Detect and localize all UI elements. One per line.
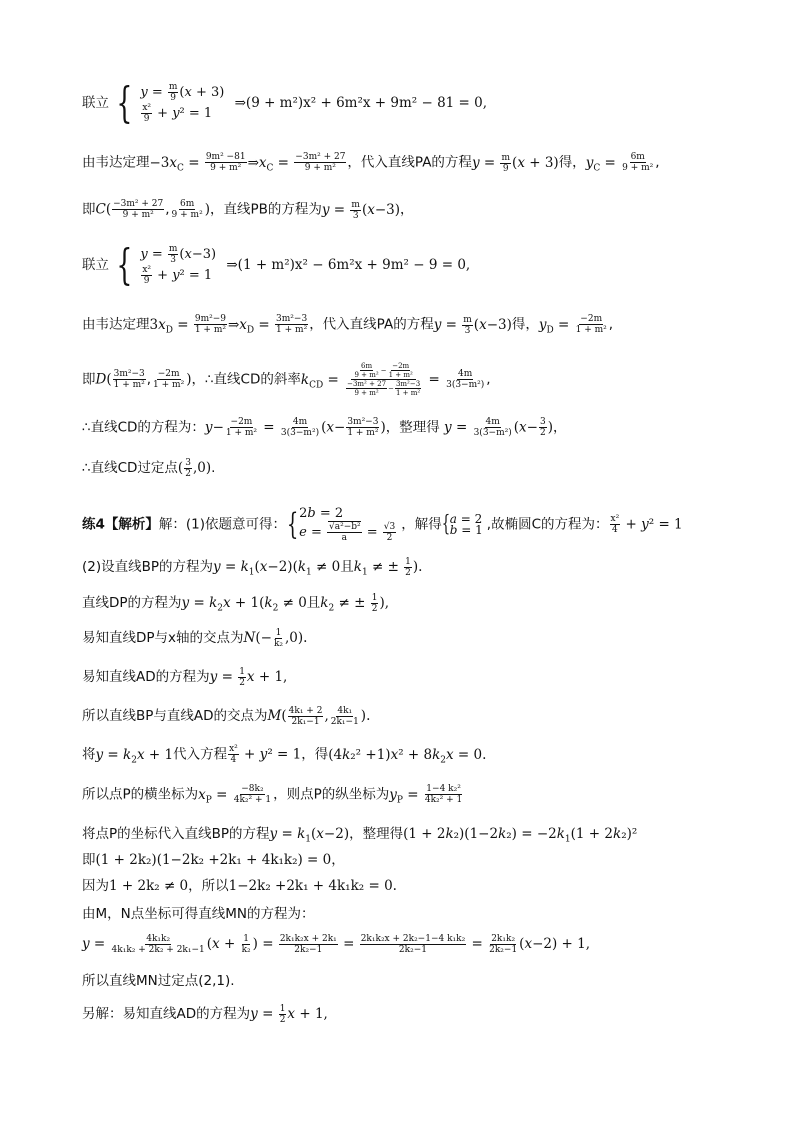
- text: 解：(1)依题意可得：: [158, 516, 287, 533]
- line-ad-def: 易知直线AD的方程为y = $\frac{1}{2}$ x + 1,: [82, 667, 288, 688]
- text: 将: [82, 746, 96, 763]
- text: ,故椭圆C的方程为：: [486, 516, 609, 533]
- vieta-line-2: 由韦达定理$3x_D$ = $\frac{\text{9m²−9}}{\text{1 + m²}}$ $\Rightarrow x_D$ = $\frac{\text{3m²−3}}{\text{1 + m²}}$ ，代入直线PA的方程y = $\frac{m}{3}$ (x−3)得，$y_D$ = $\frac{-2m}{\text{1 + m²}}$ ,: [82, 314, 614, 336]
- point-p-line: 所以点P的横坐标为$x_P$ = $\frac{\text{−8k₂}}{\text{4k₂² + 1}}$ ，则点P的纵坐标为$y_P$ = $\frac{\text{1−4 k₂²}}{\text{4k₂² + 1}}$: [82, 784, 463, 806]
- condition-line: 因为1 + 2k₂ ≠ 0，所以1−2k₂ +2k₁ + 4k₁k₂ = 0.: [82, 878, 397, 894]
- text: ，∴直线CD的斜率: [191, 371, 301, 388]
- text: ，整理得: [349, 826, 404, 842]
- text: 所以直线BP与直线AD的交点为: [82, 708, 268, 724]
- text: 由韦达定理: [82, 316, 150, 333]
- equation-result: ⇒(9 + m²)x² + 6m²x + 9m² − 81 = 0,: [234, 95, 488, 111]
- text: 联立: [82, 95, 109, 111]
- text: 易知直线DP与x轴的交点为: [82, 630, 244, 646]
- text: ，整理得: [385, 419, 440, 436]
- text: ，直线PB的方程为: [209, 201, 322, 218]
- line-cd-equation: ∴直线CD的方程为：y− $\frac{-2m}{\text{1 + m²}}$ = $\frac{4m}{\text{3(3−m²)}}$ (x− $\frac{\text{3m²−3}}{\text{1 + m²}}$ )，整理得 y = $\frac{4m}{\text{3(3−m²)}}$ (x− $\frac{3}{2}$ )，: [82, 417, 567, 438]
- mn-equation-line: y = $\frac{\text{4k₁k₂}}{\text{4k₁k₂ + 2k₂ + 2k₁−1}}$ (x + $\frac{1}{\text{k₂}}$ ) = $\frac{\text{2k₁k₂x + 2k₁}}{\text{2k₂−1}}$ = $\frac{\text{2k₁k₂x + 2k₂−1−4 k₁k₂}}{\text{2k₂−1}}$ = $\frac{\text{2k₁k₂}}{\text{2k₂−1}}$ (x−2) + 1,: [82, 934, 591, 955]
- text: 代入方程: [173, 746, 228, 763]
- exercise-label: 练4【解析】: [82, 516, 159, 533]
- text: ，则点P的纵坐标为: [273, 786, 390, 803]
- point-n-line: 易知直线DP与x轴的交点为N(− $\frac{1}{\text{k₂}}$ ,0).: [82, 628, 308, 649]
- text: 联立: [82, 257, 109, 273]
- equation-system: y = $\frac{m}{9}$ (x + 3) $\frac{\text{x²}}{9}$ + y² = 1: [140, 82, 225, 124]
- exercise-4-line: 练4【解析】解：(1)依题意可得：{ 2b = 2 e = $\frac{\text{√a²−b²}}{a}$ = $\frac{√3}{2}$ ，解得{ a = 2 b = 1 ,故椭圆C的方程为： $\frac{\text{x²}}{4}$ + y² = 1: [82, 506, 683, 543]
- system-2-line: [82, 240, 471, 289]
- fixed-point-line: ∴直线CD过定点( $\frac{3}{2}$ ,0).: [82, 458, 216, 479]
- vieta-line-1: 由韦达定理$-3x_C$ = $\frac{\text{9m² −81}}{\text{9 + m²}}$ $\Rightarrow x_C$ = $\frac{\text{−3m² + 27}}{\text{9 + m²}}$ ，代入直线PA的方程y = $\frac{m}{9}$ (x + 3)得，$y_C$ = $\frac{6m}{\text{9 + m²}}$ ,: [82, 152, 660, 174]
- factored-line: 即(1 + 2k₂)(1−2k₂ +2k₁ + 4k₁k₂) = 0，: [82, 852, 345, 868]
- mn-intro-line: 由M，N点坐标可得直线MN的方程为：: [82, 906, 315, 922]
- system-1-line: [82, 78, 488, 127]
- slope-cd-line: 即D( $\frac{\text{3m²−3}}{\text{1 + m²}}$ , $\frac{-2m}{\text{1 + m²}}$ )，∴直线CD的斜率$k_{CD}$ = $\frac{6m}{\text{9 + m²}}$ − $\frac{-2m}{\text{1 + m²}}$ $\frac{\text{−3m² + 27}}{\text{9 + m²}}$ − $\frac{\text{3m²−3}}{\text{1 + m²}}$ = $\frac{4m}{\text{3(3−m²)}}$ ,: [82, 362, 491, 397]
- text: ，代入直线PA的方程: [347, 154, 472, 171]
- brace: {: [116, 78, 133, 127]
- line-dp-def: 直线DP的方程为$y = k_2x + 1(k_2 \ne 0$且$k_2$ ≠ ± $\frac{1}{2}$ ),: [82, 593, 390, 614]
- text: 易知直线AD的方程为: [82, 669, 210, 685]
- point-m-line: 所以直线BP与直线AD的交点为M( $\frac{\text{4k₁ + 2}}{\text{2k₁−1}}$ , $\frac{\text{4k₁}}{\text{2k₁−1}}$ ).: [82, 706, 371, 727]
- text: 将点P的坐标代入直线BP的方程: [82, 826, 270, 842]
- text: ∴直线CD过定点: [82, 460, 178, 476]
- text: 直线DP的方程为: [82, 595, 182, 611]
- equation-result: ⇒(1 + m²)x² − 6m²x + 9m² − 9 = 0,: [226, 257, 471, 273]
- brace: {: [286, 506, 299, 542]
- text: 另解：易知直线AD的方程为: [82, 1006, 251, 1022]
- alternative-line: 另解：易知直线AD的方程为y = $\frac{1}{2}$ x + 1,: [82, 1004, 328, 1025]
- substitute-p-line: 将点P的坐标代入直线BP的方程$y = k_1(x-2)$，整理得$(1 + 2k_2)(1-2k_2) = -2k_1(1 + 2k_2)^2$: [82, 826, 638, 845]
- equation-system: y = $\frac{m}{3}$ (x−3) $\frac{\text{x²}}{9}$ + y² = 1: [140, 244, 217, 286]
- text: 即: [82, 201, 96, 218]
- text: ，代入直线PA的方程: [309, 316, 434, 333]
- text: 得，: [511, 316, 539, 333]
- text: 所以点P的横坐标为: [82, 786, 199, 803]
- text: 得，: [558, 154, 586, 171]
- text: ∴直线CD的方程为：: [82, 419, 205, 436]
- text: 由韦达定理: [82, 154, 150, 171]
- text: ，得: [301, 746, 329, 763]
- substitute-line: 将$y = k_2x + 1$代入方程 $\frac{\text{x²}}{4}$ + y² = 1，得$(4k_2^2 +1)x^2 + 8k_2x = 0$.: [82, 744, 487, 766]
- brace: {: [116, 240, 133, 289]
- text: (2)设直线BP的方程为: [82, 559, 214, 575]
- text: ，解得: [401, 516, 442, 533]
- line-bp-def: (2)设直线BP的方程为$y = k_1(x-2)(k_1 \ne 0$且$k_1$ ≠ ± $\frac{1}{2}$ ).: [82, 557, 423, 578]
- mn-fixed-point: 所以直线MN过定点(2,1).: [82, 973, 235, 989]
- text: 即: [82, 371, 96, 388]
- point-c-line: 即C( $\frac{\text{−3m² + 27}}{\text{9 + m²}}$ , $\frac{6m}{\text{9 + m²}}$ )，直线PB的方程为y = $\frac{m}{3}$ (x−3)，: [82, 199, 414, 221]
